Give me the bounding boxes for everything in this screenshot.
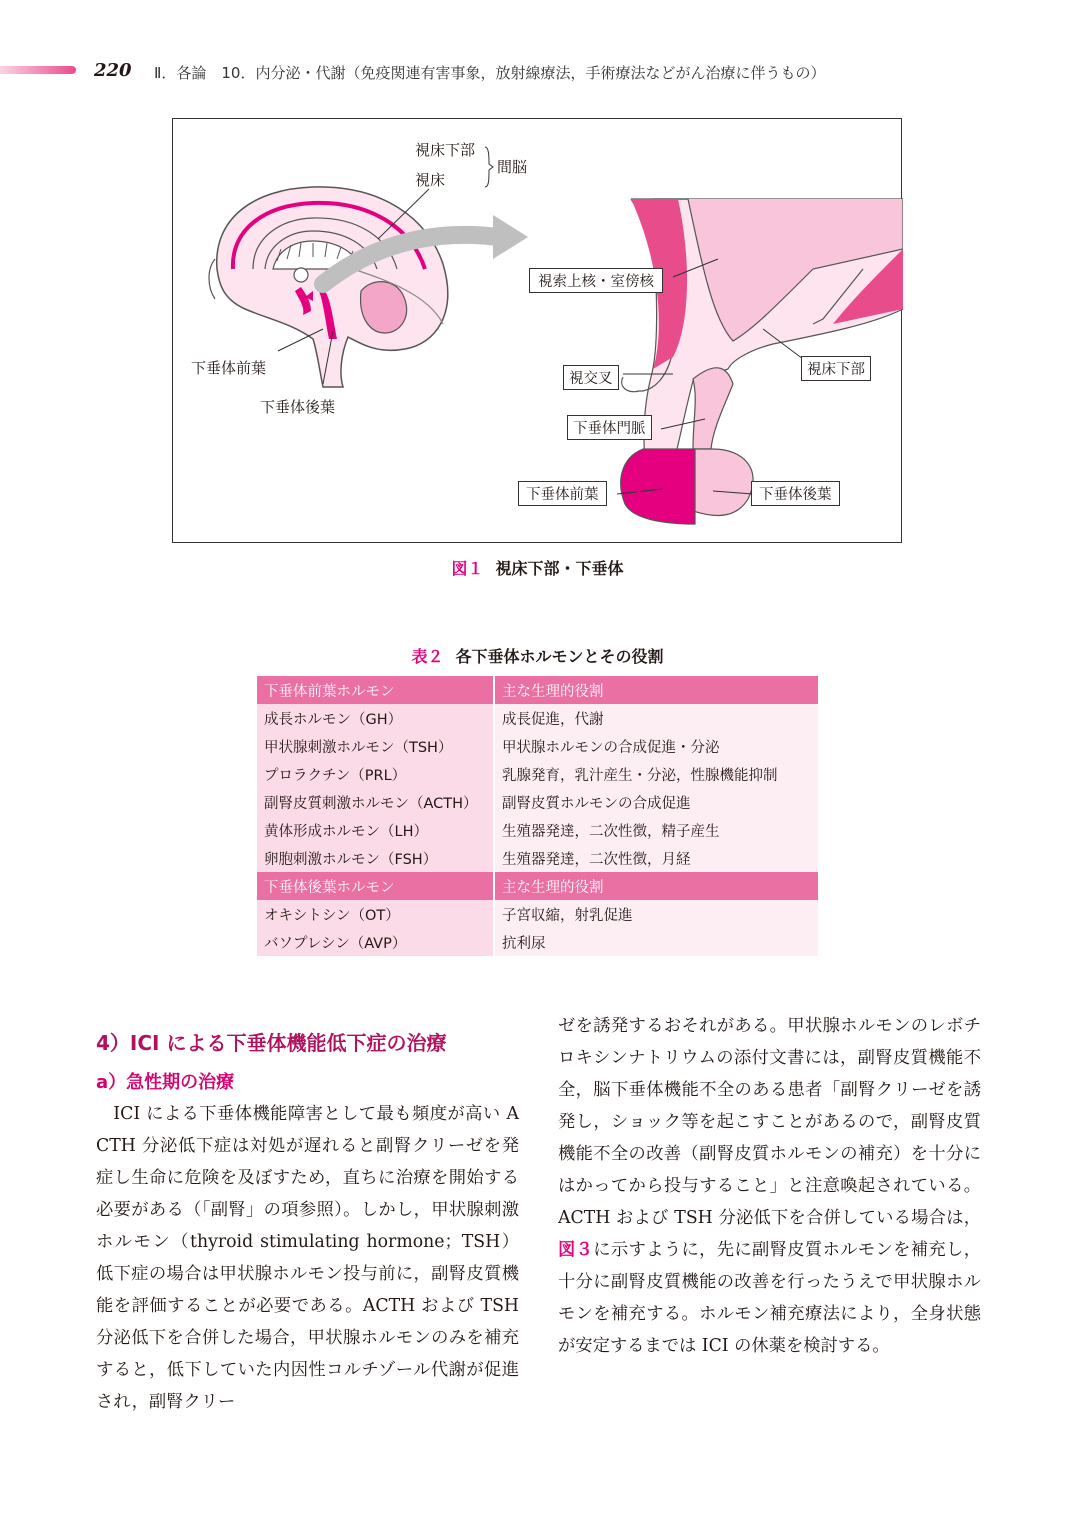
hormone-role: 成長促進，代謝: [495, 704, 818, 732]
table-2-caption: [0, 644, 1075, 667]
header-accent-bar: [0, 66, 76, 74]
table-header-cell: 下垂体前葉ホルモン: [257, 676, 495, 704]
figure-1-number: 図１: [451, 559, 484, 578]
table-row: [257, 788, 818, 816]
table-row: [257, 732, 818, 760]
subsection-heading: a）急性期の治療: [96, 1072, 235, 1093]
figure-1-title: 視床下部・下垂体: [495, 559, 624, 578]
running-head: Ⅱ．各論 10．内分泌・代謝（免疫関連有害事象，放射線療法，手術療法などがん治療に伴うもの）: [154, 64, 826, 82]
table-section-header: [257, 676, 818, 704]
hormone-name: 甲状腺刺激ホルモン（TSH）: [257, 732, 495, 760]
table-row: [257, 704, 818, 732]
body-paragraph-left: ICI による下垂体機能障害として最も頻度が高い ACTH 分泌低下症は対処が遅れると副腎クリーゼを発症し生命に危険を及ぼすため，直ちに治療を開始する必要がある（「副腎」の項参照）。しかし，甲状腺刺激ホルモン（thyroid stimulating hormone；TSH）低下症の場合は甲状腺ホルモン投与前に，副腎皮質機能を評価することが必要である。ACTH および TSH 分泌低下を合併した場合，甲状腺ホルモンのみを補充すると，低下していた内因性コルチゾール代謝が促進され，副腎クリー: [96, 1104, 519, 1412]
label-thalamus: 視床: [415, 171, 446, 189]
figure-3-reference-link[interactable]: 図３: [558, 1240, 594, 1260]
hormone-role: 生殖器発達，二次性徴，月経: [495, 844, 818, 872]
table-section-header: [257, 872, 818, 900]
label-portal-vein: 下垂体門脈: [567, 415, 652, 440]
label-optic-chiasm: 視交叉: [563, 365, 619, 390]
table-2-number: 表２: [411, 647, 444, 666]
table-header-cell: 主な生理的役割: [495, 872, 818, 900]
hormone-table: [257, 676, 818, 956]
hormone-name: プロラクチン（PRL）: [257, 760, 495, 788]
section-heading: 4）ICI による下垂体機能低下症の治療: [96, 1031, 447, 1055]
hormone-name: 黄体形成ホルモン（LH）: [257, 816, 495, 844]
hormone-role: 抗利尿: [495, 928, 818, 956]
hormone-name: 卵胞刺激ホルモン（FSH）: [257, 844, 495, 872]
label-anterior-right: 下垂体前葉: [518, 481, 607, 506]
hormone-role: 乳腺発育，乳汁産生・分泌，性腺機能抑制: [495, 760, 818, 788]
label-posterior-right: 下垂体後葉: [751, 481, 840, 506]
table-2-title: 各下垂体ホルモンとその役割: [455, 647, 664, 666]
label-posterior-left: 下垂体後葉: [260, 398, 336, 416]
table-row: [257, 928, 818, 956]
table-row: [257, 760, 818, 788]
table-row: [257, 900, 818, 928]
hormone-role: 副腎皮質ホルモンの合成促進: [495, 788, 818, 816]
label-hypothalamus-top: 視床下部: [415, 141, 476, 159]
table-row: [257, 844, 818, 872]
label-diencephalon: 間脳: [497, 158, 528, 176]
table-header-cell: 下垂体後葉ホルモン: [257, 872, 495, 900]
body-text-segment: ゼを誘発するおそれがある。甲状腺ホルモンのレボチロキシンナトリウムの添付文書には，副腎皮質機能不全，脳下垂体機能不全のある患者「副腎クリーゼを誘発し，ショック等を起こすことがあるので，副腎皮質機能不全の改善（副腎皮質ホルモンの補充）を十分にはかってから投与すること」と注意喚起されている。ACTH および TSH 分泌低下を合併している場合は，: [558, 1016, 981, 1228]
body-paragraph-right: [558, 1010, 981, 1362]
hormone-name: 成長ホルモン（GH）: [257, 704, 495, 732]
figure-1-frame: [172, 118, 902, 543]
hormone-name: バソプレシン（AVP）: [257, 928, 495, 956]
body-column-left: [96, 1010, 519, 1418]
label-hypothalamus-right: 視床下部: [801, 356, 871, 381]
body-column-right: [558, 1010, 981, 1362]
table-header-cell: 主な生理的役割: [495, 676, 818, 704]
hormone-role: 生殖器発達，二次性徴，精子産生: [495, 816, 818, 844]
body-text-segment: に示すように，先に副腎皮質ホルモンを補充し，十分に副腎皮質機能の改善を行ったうえで甲状腺ホルモンを補充する。ホルモン補充療法により，全身状態が安定するまでは ICI の休薬を検討する。: [558, 1240, 981, 1356]
label-anterior-left: 下垂体前葉: [191, 359, 267, 377]
label-nuclei: 視索上核・室傍核: [529, 268, 663, 293]
page-number: 220: [94, 60, 132, 81]
figure-1-caption: [0, 556, 1075, 579]
hormone-name: 副腎皮質刺激ホルモン（ACTH）: [257, 788, 495, 816]
hormone-role: 子宮収縮，射乳促進: [495, 900, 818, 928]
hormone-role: 甲状腺ホルモンの合成促進・分泌: [495, 732, 818, 760]
hormone-name: オキシトシン（OT）: [257, 900, 495, 928]
table-row: [257, 816, 818, 844]
